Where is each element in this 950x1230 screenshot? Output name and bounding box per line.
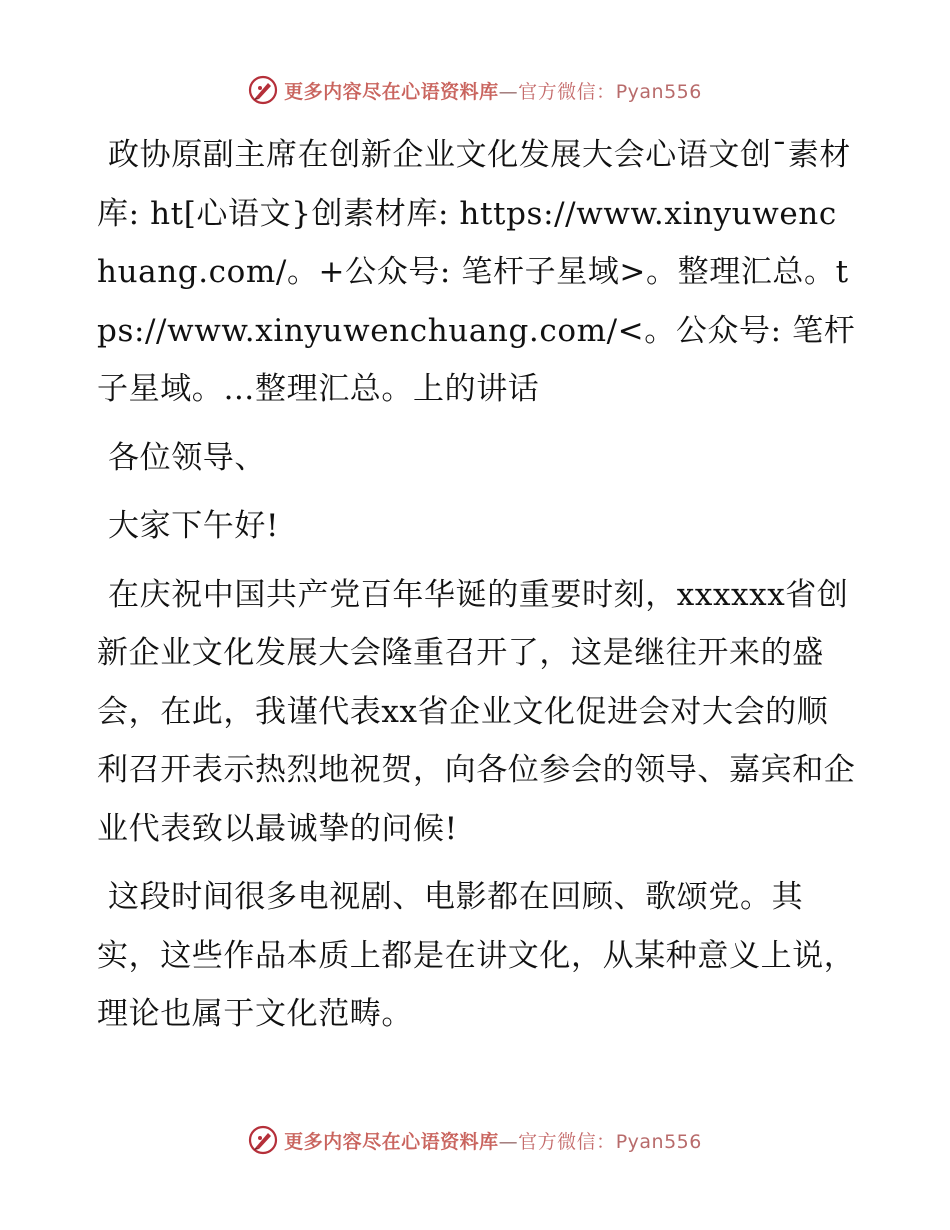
pen-logo-icon <box>248 1125 278 1155</box>
watermark-separator: — <box>498 1130 519 1153</box>
body-paragraph-1: 在庆祝中国共产党百年华诞的重要时刻，xxxxxx省创新企业文化发展大会隆重召开了，这是继往开来的盛会，在此，我谨代表xx省企业文化促进会对大会的顺利召开表示热烈地祝贺，向各位参会的领导、嘉宾和企业代表致以最诚挚的问候! <box>97 576 856 847</box>
watermark-footer <box>0 1120 950 1160</box>
watermark-main: 更多内容尽在心语资料库 <box>284 1130 499 1153</box>
document-title-paragraph: 政协原副主席在创新企业文化发展大会心语文创¯素材库: ht[心语文}创素材库: https://www.xinyuwenchuang.com/。+公众号: 笔杆子星域>。整理汇总。tps://www.xinyuwenchuang.com/<。公众号: 笔杆子星域。…整理汇总。上的讲话 <box>97 137 856 407</box>
watermark-official: 官方微信： <box>518 1130 616 1153</box>
watermark-text <box>284 1127 702 1154</box>
salutation-paragraph: 各位领导、 <box>108 439 266 476</box>
watermark-wechat-id: Pyan556 <box>615 80 702 103</box>
watermark-text <box>284 77 702 104</box>
document-body <box>97 126 857 1054</box>
watermark-main: 更多内容尽在心语资料库 <box>284 80 499 103</box>
watermark-header <box>0 70 950 110</box>
watermark-separator: — <box>498 80 519 103</box>
greeting-paragraph: 大家下午好! <box>108 508 280 544</box>
body-paragraph-2: 这段时间很多电视剧、电影都在回顾、歌颂党。其实，这些作品本质上都是在讲文化，从某种意义上说，理论也属于文化范畴。 <box>97 879 856 1032</box>
watermark-official: 官方微信： <box>518 80 616 103</box>
watermark-wechat-id: Pyan556 <box>615 1130 702 1153</box>
pen-logo-icon <box>248 75 278 105</box>
